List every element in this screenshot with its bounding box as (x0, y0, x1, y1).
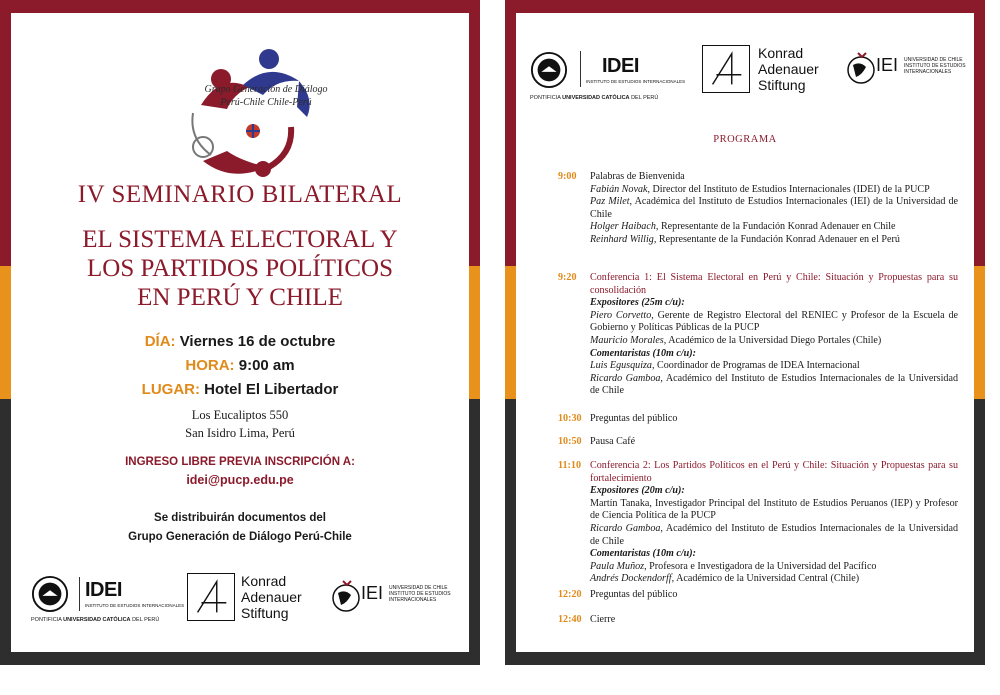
speaker-role: , Representante de la Fundación Konrad Adenauer en Chile (655, 221, 896, 233)
venue-value: Hotel El Libertador (204, 381, 339, 398)
program-time: 10:50 (558, 436, 582, 447)
kas-name-line-3: Stiftung (758, 77, 806, 93)
seminar-title: IV SEMINARIO BILATERAL (77, 181, 403, 208)
program-subheading: Comentaristas (10m c/u): (590, 548, 696, 560)
seminar-topic-line-2: LOS PARTIDOS POLÍTICOS (87, 255, 393, 282)
kas-logo-icon (702, 45, 750, 93)
speaker-line (590, 360, 958, 373)
program-time: 9:00 (558, 171, 577, 182)
speaker-line (590, 573, 958, 586)
speaker-name: Ricardo Gamboa (590, 372, 661, 384)
kas-name (758, 45, 819, 93)
flyer-front-card (11, 13, 469, 652)
dialogue-group-logo-caption (201, 83, 331, 109)
pucp-prefix: PONTIFICIA (530, 95, 561, 101)
kas-name-line-2: Adenauer (758, 61, 819, 77)
logo-divider (79, 577, 80, 611)
speaker-line (590, 310, 958, 335)
iei-subtitle-line-3: INTERNACIONALES (904, 69, 952, 75)
address-line-1: Los Eucaliptos 550 (191, 408, 289, 422)
speaker-line (590, 196, 958, 221)
program-heading: Conferencia 1: El Sistema Electoral en Perú y Chile: Situación y Propuestas para su consolidación (590, 272, 958, 296)
documents-notice (11, 509, 469, 547)
documents-notice-line-1: Se distribuirán documentos del (154, 512, 326, 524)
speaker-line (590, 234, 958, 247)
speaker-role: , Profesora e Investigadora de la Universidad del Pacífico (644, 560, 877, 572)
program-heading: Preguntas del público (590, 413, 678, 424)
kas-name-line-3: Stiftung (241, 605, 289, 621)
program-item (558, 272, 958, 402)
speaker-role: , Académico de la Universidad Central (Chile) (671, 573, 860, 585)
program-subheading: Expositores (20m c/u): (590, 485, 685, 497)
speaker-name: Holger Haibach (590, 221, 656, 233)
logo-divider (580, 51, 581, 87)
idei-subtitle: INSTITUTO DE ESTUDIOS INTERNACIONALES (85, 603, 185, 608)
speaker-line (590, 523, 958, 548)
speaker-role: Martín Tanaka, Investigador Principal del Instituto de Estudios Peruanos (IEP) y Profesor de Ciencia Política de la PUCP (590, 497, 958, 522)
flyer-back-card (516, 13, 974, 652)
program-heading: Preguntas del público (590, 589, 678, 600)
pucp-seal-icon (530, 51, 568, 89)
sponsor-logos (11, 569, 469, 631)
venue-label: LUGAR: (141, 381, 200, 398)
speaker-name: Piero Corvetto (590, 309, 652, 321)
iei-subtitle-line-1: UNIVERSIDAD DE CHILE (389, 585, 448, 591)
program-subheading: Expositores (25m c/u): (590, 297, 685, 309)
program-subheading: Comentaristas (10m c/u): (590, 347, 696, 359)
globe-icon (331, 579, 361, 613)
speaker-role: , Académico de la Universidad Diego Portales (Chile) (663, 334, 882, 346)
kas-logo-icon (187, 573, 235, 621)
speaker-role: , Académico del Instituto de Estudios Internacionales de la Universidad de Chile (590, 372, 958, 397)
program-item (558, 460, 958, 590)
program-heading: Conferencia 2: Los Partidos Políticos en el Perú y Chile: Situación y Propuestas para su fortalecimiento (590, 460, 958, 484)
program-item-body (590, 272, 958, 398)
speaker-name: Paz Milet (590, 196, 630, 208)
speaker-line (590, 184, 958, 197)
program-title: PROGRAMA (713, 134, 777, 145)
iei-subtitle-line-2: INSTITUTO DE ESTUDIOS (904, 63, 966, 69)
program-item (558, 589, 958, 603)
seminar-topic-line-1: EL SISTEMA ELECTORAL Y (82, 226, 398, 253)
address-line-2: San Isidro Lima, Perú (185, 426, 295, 440)
speaker-line (590, 561, 958, 574)
program-heading: Palabras de Bienvenida (590, 171, 685, 182)
iei-subtitle-line-3: INTERNACIONALES (389, 597, 437, 603)
kas-name-line-1: Konrad (758, 45, 804, 61)
sponsor-logos (516, 43, 974, 105)
registration-email-link[interactable]: idei@pucp.edu.pe (186, 473, 294, 487)
speaker-name: Luis Egusquiza (590, 360, 652, 372)
pucp-seal-icon (31, 575, 69, 613)
kas-name-line-1: Konrad (241, 573, 287, 589)
pucp-university: UNIVERSIDAD CATÓLICA (562, 95, 630, 101)
speaker-role: , Académico del Instituto de Estudios Internacionales de la Universidad de Chile (590, 522, 958, 547)
program-time: 12:20 (558, 589, 582, 600)
program-time: 10:30 (558, 413, 582, 424)
time-line (11, 357, 469, 374)
speaker-name: Andrés Dockendorff (590, 573, 672, 585)
seminar-topic (11, 225, 469, 312)
program-heading: Cierre (590, 614, 616, 625)
program-item (558, 436, 958, 450)
speaker-name: Paula Muñoz (590, 560, 645, 572)
speaker-role: , Director del Instituto de Estudios Internacionales (IDEI) de la PUCP (647, 183, 930, 195)
program-item (558, 171, 958, 247)
iei-subtitle-line-2: INSTITUTO DE ESTUDIOS (389, 591, 451, 597)
iei-subtitle (904, 57, 966, 75)
speaker-role: , Gerente de Registro Electoral del RENIEC y Profesor de la Escuela de Gobierno y Políticas Públicas de la PUCP (590, 309, 958, 334)
pucp-university: UNIVERSIDAD CATÓLICA (63, 617, 131, 623)
kas-name (241, 573, 302, 621)
program-item (558, 413, 958, 427)
speaker-role: , Coordinador de Programas de IDEA Internacional (651, 360, 860, 372)
speaker-name: Reinhard Willig (590, 233, 654, 245)
date-value: Viernes 16 de octubre (179, 333, 336, 350)
speaker-name: Ricardo Gamboa (590, 522, 661, 534)
date-label: DÍA: (144, 333, 176, 350)
time-value: 9:00 am (238, 357, 295, 374)
flyer-back (505, 0, 985, 665)
time-label: HORA: (185, 357, 235, 374)
program-time: 9:20 (558, 272, 577, 283)
speaker-line (590, 335, 958, 348)
program-time: 12:40 (558, 614, 582, 625)
iei-logo-text: IEI (876, 55, 899, 75)
venue-line (11, 381, 469, 398)
program-item-body (590, 460, 958, 586)
idei-logo-text: IDEI (602, 55, 639, 77)
kas-name-line-2: Adenauer (241, 589, 302, 605)
speaker-line (590, 373, 958, 398)
flyer-front (0, 0, 480, 665)
speaker-line (590, 221, 958, 234)
seminar-topic-line-3: EN PERÚ Y CHILE (137, 284, 343, 311)
speaker-name: Fabián Novak (590, 183, 648, 195)
speaker-role: , Académica del Instituto de Estudios Internacionales (IEI) de la Universidad de Chile (590, 196, 958, 220)
pucp-prefix: PONTIFICIA (31, 617, 62, 623)
logo-caption-line-1: Grupo Generación de Diálogo (204, 84, 328, 95)
program-time: 11:10 (558, 460, 581, 471)
venue-address (11, 406, 469, 442)
program-item-body (590, 171, 958, 247)
program-item (558, 614, 958, 628)
pucp-suffix: DEL PERÚ (631, 95, 659, 101)
dialogue-group-logo-icon (181, 43, 331, 178)
logo-caption-line-2: Perú-Chile Chile-Perú (220, 97, 312, 108)
idei-logo-text: IDEI (85, 579, 122, 601)
documents-notice-line-2: Grupo Generación de Diálogo Perú-Chile (128, 531, 352, 543)
pucp-name (31, 617, 159, 623)
program-heading: Pausa Café (590, 436, 636, 447)
date-line (11, 333, 469, 350)
registration-notice: INGRESO LIBRE PREVIA INSCRIPCIÓN A: (125, 456, 355, 468)
speaker-name: Mauricio Morales (590, 334, 664, 346)
iei-subtitle-line-1: UNIVERSIDAD DE CHILE (904, 57, 963, 63)
pucp-suffix: DEL PERÚ (132, 617, 160, 623)
iei-logo-text: IEI (361, 583, 384, 603)
idei-subtitle: INSTITUTO DE ESTUDIOS INTERNACIONALES (586, 79, 686, 84)
iei-subtitle (389, 585, 451, 603)
speaker-line (590, 498, 958, 523)
globe-icon (846, 51, 876, 85)
pucp-name (530, 95, 658, 101)
speaker-role: , Representante de la Fundación Konrad Adenauer en el Perú (653, 233, 900, 245)
